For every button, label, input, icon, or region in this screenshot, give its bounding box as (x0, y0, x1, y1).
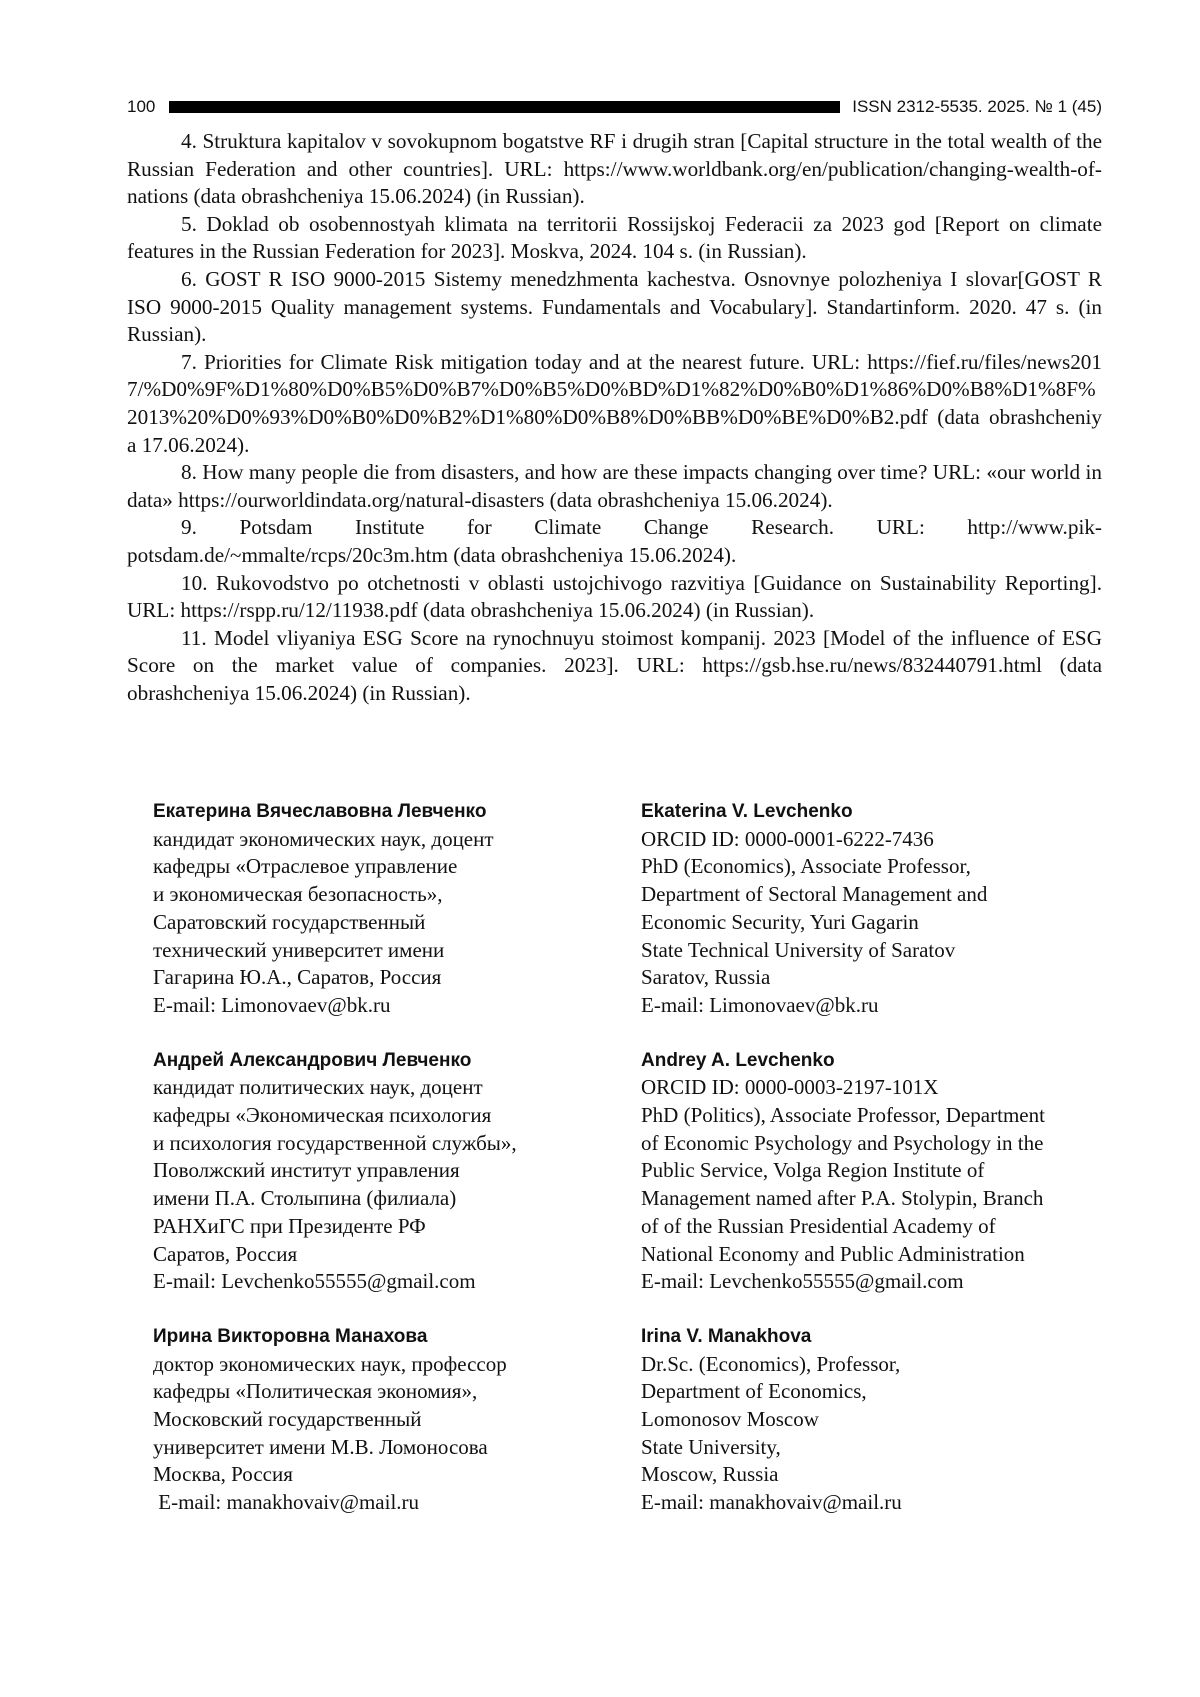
author-detail: Economic Security, Yuri Gagarin (641, 909, 919, 934)
author-en (641, 798, 1093, 1020)
author-detail: Саратовский государственный (153, 909, 426, 934)
page-number: 100 (127, 97, 156, 116)
author-block (153, 798, 1093, 1020)
author-detail: PhD (Politics), Associate Professor, Department (641, 1103, 1045, 1128)
reference-item: 10. Rukovodstvo po otchetnosti v oblasti ustojchivogo razvitiya [Guidance on Sustainability Reporting]. URL: https://rspp.ru/12/11938.pdf (data obrashcheniya 15.06.2024) (in Russian). (127, 570, 1102, 623)
author-detail: кафедры «Политическая экономия», (153, 1379, 478, 1404)
author-en (641, 1047, 1093, 1296)
reference-item: 11. Model vliyaniya ESG Score na rynochnuyu stoimost kompanij. 2023 [Model of the influence of ESG Score on the market value of companies. 2023]. URL: https://gsb.hse.ru/news/832440791.html (data obrashcheniya 15.06.2024) (in Russian). (127, 625, 1102, 705)
author-orcid: ORCID ID: 0000-0003-2197-101X (641, 1075, 939, 1100)
author-name-en: Irina V. Manakhova (641, 1325, 812, 1347)
reference-item: 9. Potsdam Institute for Climate Change Research. URL: http://www.pik-potsdam.de/~mmalte/rcps/20c3m.htm (data obrashcheniya 15.06.2024). (127, 515, 1102, 567)
author-detail: университет имени М.В. Ломоносова (153, 1434, 488, 1459)
author-detail: доктор экономических наук, профессор (153, 1351, 507, 1376)
reference-item: 5. Doklad ob osobennostyah klimata na territorii Rossijskoj Federacii za 2023 god [Report on climate features in the Russian Federation for 2023]. Moskva, 2024. 104 s. (in Russian). (127, 211, 1102, 264)
author-detail: имени П.А. Столыпина (филиала) (153, 1186, 457, 1211)
author-name-ru: Ирина Викторовна Манахова (153, 1325, 428, 1347)
author-detail: Dr.Sc. (Economics), Professor, (641, 1351, 901, 1376)
author-detail: кафедры «Экономическая психология (153, 1103, 492, 1128)
running-header (127, 94, 1102, 120)
author-detail: и экономическая безопасность», (153, 882, 443, 907)
author-detail: Гагарина Ю.А., Саратов, Россия (153, 965, 442, 990)
author-detail: Department of Economics, (641, 1379, 867, 1404)
author-email: E-mail: manakhovaiv@mail.ru (641, 1490, 902, 1515)
author-detail: Management named after P.A. Stolypin, Branch (641, 1186, 1044, 1211)
author-detail: State Technical University of Saratov (641, 937, 956, 962)
author-detail: Саратов, Россия (153, 1241, 298, 1266)
author-ru (153, 1047, 641, 1296)
author-detail: Московский государственный (153, 1407, 422, 1432)
author-detail: State University, (641, 1434, 781, 1459)
author-detail: Поволжский институт управления (153, 1158, 460, 1183)
author-detail: технический университет имени (153, 937, 445, 962)
author-detail: National Economy and Public Administration (641, 1241, 1025, 1266)
author-detail: Public Service, Volga Region Institute of (641, 1158, 985, 1183)
author-name-ru: Екатерина Вячеславовна Левченко (153, 801, 487, 822)
author-name-en: Andrey A. Levchenko (641, 1049, 835, 1071)
reference-item: 6. GOST R ISO 9000-2015 Sistemy menedzhmenta kachestva. Osnovnye polozheniya I slovar[GOST R ISO 9000-2015 Quality management systems. Fundamentals and Vocabulary]. Standartinform. 2020. 47 s. (in Russian). (127, 266, 1102, 347)
author-email: E-mail: Limonovaev@bk.ru (153, 992, 391, 1017)
author-detail: of Economic Psychology and Psychology in the (641, 1130, 1044, 1155)
reference-list (127, 128, 1102, 707)
author-detail: Москва, Россия (153, 1462, 293, 1487)
author-detail: Moscow, Russia (641, 1462, 779, 1487)
header-rule (169, 101, 840, 113)
author-detail: PhD (Economics), Associate Professor, (641, 854, 971, 879)
author-email: E-mail: manakhovaiv@mail.ru (153, 1490, 420, 1515)
reference-item: 7. Priorities for Climate Risk mitigation today and at the nearest future. URL: https://fief.ru/files/news2017/%D0%9F%D1%80%D0%B5%D0%B7%D0%B5%D0%BD%D1%82%D0%B0%D1%86%D0%B8%D1%8F%2013%20%D0%93%D0%B0%D0%B2%D1%80%D0%B8%D0%BB%D0%BE%D0%B2.pdf (data obrashcheniya 17.06.2024). (127, 349, 1102, 457)
author-block (153, 1323, 1093, 1517)
author-detail: кафедры «Отраслевое управление (153, 854, 458, 879)
author-detail: Saratov, Russia (641, 965, 771, 990)
author-detail: и психология государственной службы», (153, 1130, 517, 1155)
author-detail: Department of Sectoral Management and (641, 882, 988, 907)
author-detail: Lomonosov Moscow (641, 1407, 819, 1432)
author-ru (153, 798, 641, 1020)
author-name-en: Ekaterina V. Levchenko (641, 801, 853, 822)
author-name-ru: Андрей Александрович Левченко (153, 1049, 472, 1071)
reference-item: 8. How many people die from disasters, and how are these impacts changing over time? URL: «our world in data» https://ourworldindata.org/natural-disasters (data obrashcheniya 15.06.2024). (127, 460, 1102, 512)
author-orcid: ORCID ID: 0000-0001-6222-7436 (641, 826, 934, 851)
reference-item: 4. Struktura kapitalov v sovokupnom bogatstve RF i drugih stran [Capital structure in the total wealth of the Russian Federation and other countries]. URL: https://www.worldbank.org/en/publication/changing-wealth-of-nations (data obrashcheniya 15.06.2024) (in Russian). (127, 129, 1102, 209)
author-detail: кандидат экономических наук, доцент (153, 826, 494, 851)
author-detail: of of the Russian Presidential Academy of (641, 1213, 996, 1238)
author-detail: РАНХиГС при Президенте РФ (153, 1213, 426, 1238)
author-ru (153, 1323, 641, 1517)
author-email: E-mail: Levchenko55555@gmail.com (641, 1269, 964, 1294)
journal-issn: ISSN 2312-5535. 2025. № 1 (45) (852, 97, 1102, 116)
author-block (153, 1047, 1093, 1296)
author-detail: кандидат политических наук, доцент (153, 1075, 483, 1100)
author-email: E-mail: Levchenko55555@gmail.com (153, 1269, 476, 1294)
author-email: E-mail: Limonovaev@bk.ru (641, 992, 879, 1017)
author-info (153, 798, 1093, 1544)
author-en (641, 1323, 1093, 1517)
